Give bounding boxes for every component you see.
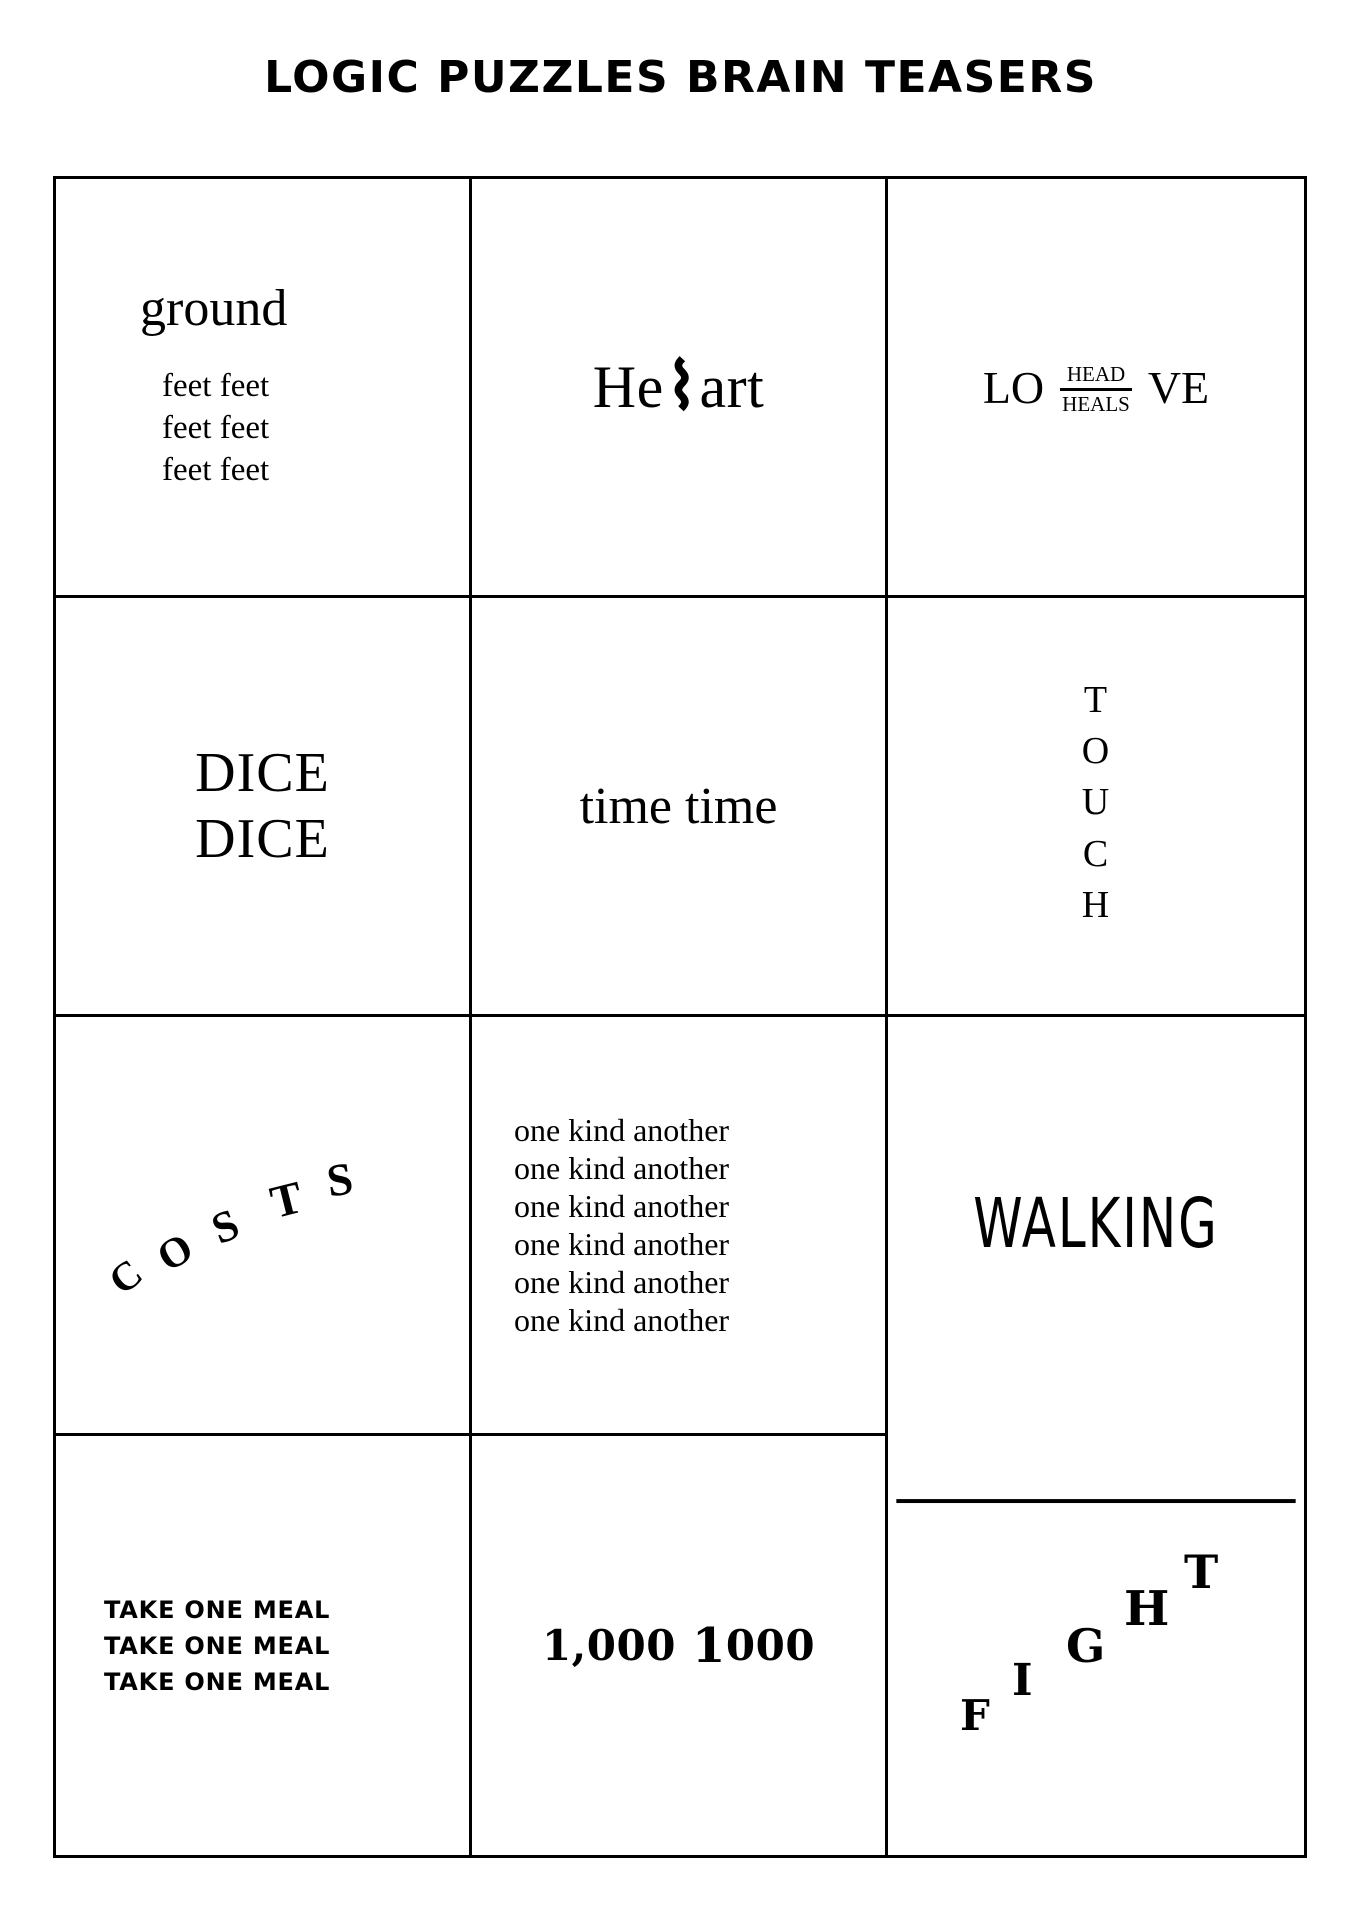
puzzle-meal-line: TAKE ONE MEAL bbox=[104, 1631, 331, 1660]
puzzle-love-fraction bbox=[1060, 362, 1132, 415]
puzzle-meal-line: TAKE ONE MEAL bbox=[104, 1595, 331, 1624]
puzzle-thousand-rest: 000 bbox=[725, 1621, 816, 1670]
puzzle-cell-paradise bbox=[56, 598, 472, 1017]
puzzle-fight-diagonal bbox=[946, 1531, 1246, 1761]
puzzle-feet-block bbox=[162, 365, 269, 492]
puzzle-touch-letter: T bbox=[1083, 678, 1109, 721]
puzzle-cell-three-square-meals bbox=[56, 1436, 472, 1855]
puzzle-love-left: LO bbox=[982, 361, 1045, 413]
puzzle-time-text: time time bbox=[579, 777, 778, 835]
puzzle-cell-head-over-heals-in-love bbox=[888, 179, 1304, 598]
puzzle-onekind-line: one kind another bbox=[514, 1187, 730, 1224]
puzzle-touch-letter: U bbox=[1081, 781, 1111, 824]
puzzle-dice-line: DICE bbox=[195, 741, 330, 804]
puzzle-cell-uphill-fight bbox=[888, 1436, 1304, 1855]
puzzle-onekind-line: one kind another bbox=[514, 1149, 730, 1186]
puzzle-costs-letter: T bbox=[264, 1171, 307, 1228]
puzzle-walking-text: WALKING bbox=[973, 1184, 1219, 1265]
zigzag-icon: ⌇ bbox=[664, 351, 699, 422]
puzzle-meal-line: TAKE ONE MEAL bbox=[104, 1667, 331, 1696]
puzzle-fight-letter: G bbox=[1066, 1618, 1106, 1673]
puzzle-fight-letter: T bbox=[1184, 1544, 1219, 1599]
puzzle-dice-line: DICE bbox=[195, 808, 330, 870]
puzzle-costs-letter: C bbox=[99, 1249, 151, 1304]
puzzle-feet-line: feet feet bbox=[162, 452, 270, 489]
puzzle-cell-rising-costs bbox=[56, 1017, 472, 1436]
puzzle-touch-letter: C bbox=[1082, 832, 1110, 875]
puzzle-love-fraction-bottom: HEALS bbox=[1062, 391, 1130, 416]
puzzle-grid bbox=[53, 176, 1307, 1858]
puzzle-cell-one-in-a-thousand bbox=[472, 1436, 888, 1855]
puzzle-thousand-first: 1,000 bbox=[541, 1621, 676, 1670]
puzzle-costs-letter: O bbox=[149, 1224, 201, 1282]
puzzle-cell-time-after-time bbox=[472, 598, 888, 1017]
fraction-bar bbox=[1060, 388, 1132, 391]
puzzle-feet-line: feet feet bbox=[162, 367, 270, 404]
puzzle-touch-letter: H bbox=[1081, 883, 1111, 926]
puzzle-costs-letter: S bbox=[323, 1152, 356, 1207]
puzzle-cell-broken-heart bbox=[472, 179, 888, 598]
puzzle-thousand-big-one: 1 bbox=[691, 1617, 726, 1674]
puzzle-feet-line: feet feet bbox=[162, 409, 270, 446]
puzzle-fight-letter: H bbox=[1124, 1580, 1170, 1637]
puzzle-cell-walking-tall bbox=[896, 950, 1295, 1503]
puzzle-fight-letter: F bbox=[960, 1690, 990, 1740]
puzzle-love-right: VE bbox=[1147, 361, 1210, 413]
puzzle-word-ground: ground bbox=[140, 279, 288, 337]
puzzle-onekind-line: one kind another bbox=[514, 1111, 730, 1148]
puzzle-fight-letter: I bbox=[1012, 1654, 1033, 1706]
puzzle-costs-letter: S bbox=[204, 1199, 246, 1254]
puzzle-touch-letter: O bbox=[1081, 730, 1111, 773]
puzzle-heart-left: He bbox=[592, 353, 664, 420]
page-title: LOGIC PUZZLES BRAIN TEASERS bbox=[264, 52, 1097, 103]
puzzle-cell-one-after-another bbox=[472, 1017, 888, 1436]
puzzle-costs-arc bbox=[99, 1125, 423, 1325]
puzzle-onekind-line: one kind another bbox=[514, 1302, 730, 1339]
puzzle-cell-six-feet-underground bbox=[56, 179, 472, 598]
puzzle-heart-right: art bbox=[699, 353, 765, 420]
puzzle-love-fraction-top: HEAD bbox=[1066, 362, 1126, 387]
puzzle-onekind-line: one kind another bbox=[514, 1264, 730, 1301]
puzzle-onekind-line: one kind another bbox=[514, 1226, 730, 1262]
